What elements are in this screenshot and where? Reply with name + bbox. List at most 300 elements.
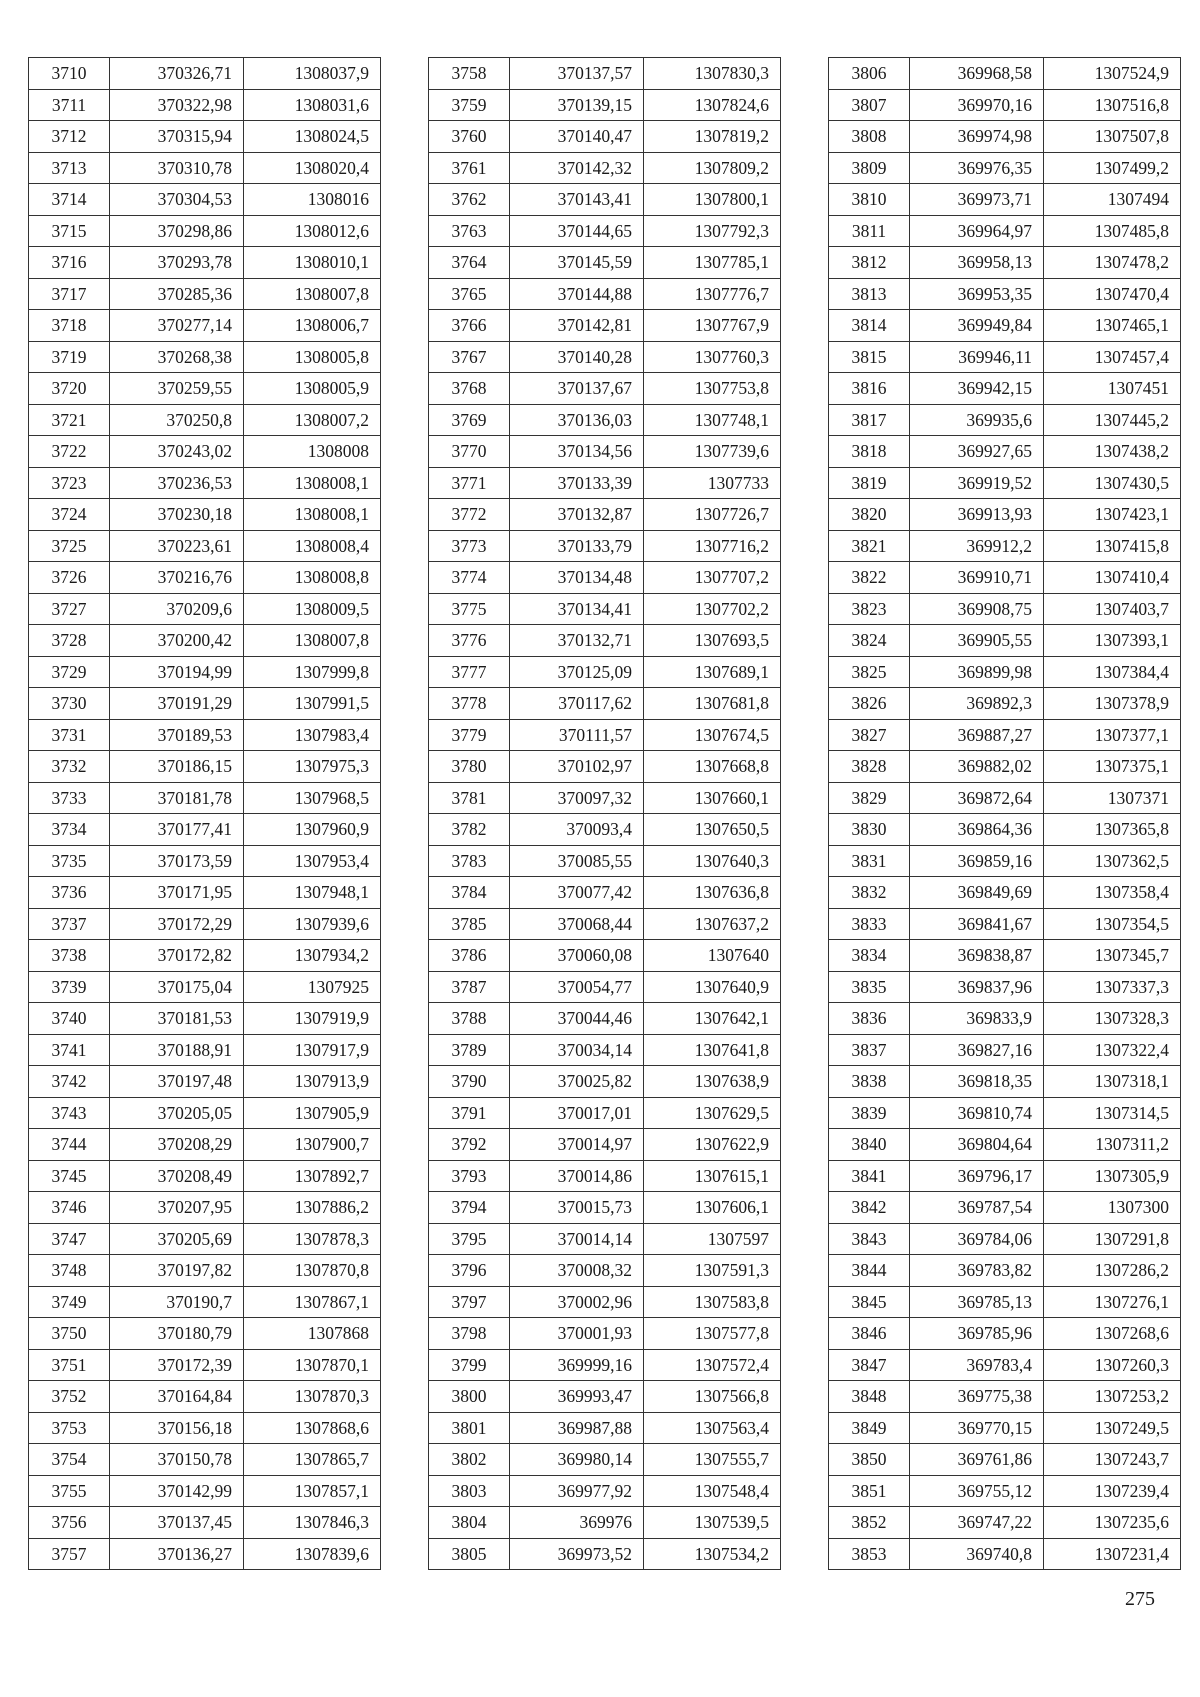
point-number: 3773 [429,530,510,562]
x-coordinate: 370132,71 [510,625,644,657]
y-coordinate: 1307438,2 [1044,436,1181,468]
x-coordinate: 370322,98 [110,89,244,121]
point-number: 3715 [29,215,110,247]
x-coordinate: 370177,41 [110,814,244,846]
x-coordinate: 369910,71 [910,562,1044,594]
table-row [829,1349,1181,1381]
table-row [829,656,1181,688]
y-coordinate: 1308005,9 [244,373,381,405]
point-number: 3712 [29,121,110,153]
y-coordinate: 1307311,2 [1044,1129,1181,1161]
x-coordinate: 370143,41 [510,184,644,216]
x-coordinate: 369755,12 [910,1475,1044,1507]
point-number: 3805 [429,1538,510,1570]
table-row [829,1034,1181,1066]
x-coordinate: 369787,54 [910,1192,1044,1224]
x-coordinate: 370191,29 [110,688,244,720]
table-row [429,1034,781,1066]
table-row [29,908,381,940]
x-coordinate: 369864,36 [910,814,1044,846]
y-coordinate: 1308008,8 [244,562,381,594]
table-row [429,1381,781,1413]
x-coordinate: 369993,47 [510,1381,644,1413]
y-coordinate: 1307337,3 [1044,971,1181,1003]
point-number: 3832 [829,877,910,909]
table-row [29,278,381,310]
point-number: 3833 [829,908,910,940]
point-number: 3749 [29,1286,110,1318]
x-coordinate: 370002,96 [510,1286,644,1318]
x-coordinate: 370236,53 [110,467,244,499]
point-number: 3803 [429,1475,510,1507]
point-number: 3807 [829,89,910,121]
table-row [429,499,781,531]
point-number: 3831 [829,845,910,877]
x-coordinate: 370001,93 [510,1318,644,1350]
point-number: 3796 [429,1255,510,1287]
x-coordinate: 369905,55 [910,625,1044,657]
y-coordinate: 1307640,9 [644,971,781,1003]
y-coordinate: 1307689,1 [644,656,781,688]
point-number: 3740 [29,1003,110,1035]
point-number: 3762 [429,184,510,216]
x-coordinate: 370085,55 [510,845,644,877]
x-coordinate: 369796,17 [910,1160,1044,1192]
y-coordinate: 1307322,4 [1044,1034,1181,1066]
x-coordinate: 369785,96 [910,1318,1044,1350]
x-coordinate: 369953,35 [910,278,1044,310]
point-number: 3808 [829,121,910,153]
point-number: 3810 [829,184,910,216]
x-coordinate: 369838,87 [910,940,1044,972]
table-row [829,121,1181,153]
y-coordinate: 1307276,1 [1044,1286,1181,1318]
point-number: 3799 [429,1349,510,1381]
x-coordinate: 370243,02 [110,436,244,468]
table-row [29,1223,381,1255]
table-row [29,1066,381,1098]
x-coordinate: 370175,04 [110,971,244,1003]
x-coordinate: 370208,29 [110,1129,244,1161]
point-number: 3853 [829,1538,910,1570]
y-coordinate: 1307629,5 [644,1097,781,1129]
point-number: 3739 [29,971,110,1003]
point-number: 3718 [29,310,110,342]
y-coordinate: 1308031,6 [244,89,381,121]
point-number: 3818 [829,436,910,468]
table-row [829,1129,1181,1161]
y-coordinate: 1307286,2 [1044,1255,1181,1287]
table-row [829,1286,1181,1318]
table-row [829,719,1181,751]
y-coordinate: 1308016 [244,184,381,216]
point-number: 3765 [429,278,510,310]
y-coordinate: 1307642,1 [644,1003,781,1035]
point-number: 3785 [429,908,510,940]
x-coordinate: 370142,81 [510,310,644,342]
point-number: 3798 [429,1318,510,1350]
y-coordinate: 1307693,5 [644,625,781,657]
point-number: 3729 [29,656,110,688]
y-coordinate: 1307819,2 [644,121,781,153]
y-coordinate: 1307457,4 [1044,341,1181,373]
y-coordinate: 1307839,6 [244,1538,381,1570]
table-row [429,215,781,247]
y-coordinate: 1308008,1 [244,499,381,531]
table-row [429,1129,781,1161]
point-number: 3777 [429,656,510,688]
table-row [829,341,1181,373]
y-coordinate: 1307824,6 [644,89,781,121]
point-number: 3733 [29,782,110,814]
y-coordinate: 1307354,5 [1044,908,1181,940]
y-coordinate: 1307583,8 [644,1286,781,1318]
x-coordinate: 370315,94 [110,121,244,153]
table-row [429,877,781,909]
x-coordinate: 369987,88 [510,1412,644,1444]
point-number: 3763 [429,215,510,247]
y-coordinate: 1307846,3 [244,1507,381,1539]
x-coordinate: 370132,87 [510,499,644,531]
point-number: 3728 [29,625,110,657]
table-row [429,940,781,972]
x-coordinate: 370230,18 [110,499,244,531]
x-coordinate: 370250,8 [110,404,244,436]
x-coordinate: 369976 [510,1507,644,1539]
y-coordinate: 1307358,4 [1044,877,1181,909]
x-coordinate: 370014,86 [510,1160,644,1192]
point-number: 3811 [829,215,910,247]
point-number: 3779 [429,719,510,751]
x-coordinate: 370208,49 [110,1160,244,1192]
point-number: 3787 [429,971,510,1003]
x-coordinate: 370102,97 [510,751,644,783]
table-row [29,1444,381,1476]
point-number: 3722 [29,436,110,468]
x-coordinate: 369775,38 [910,1381,1044,1413]
x-coordinate: 370293,78 [110,247,244,279]
point-number: 3794 [429,1192,510,1224]
x-coordinate: 369887,27 [910,719,1044,751]
table-row [29,1003,381,1035]
x-coordinate: 370188,91 [110,1034,244,1066]
y-coordinate: 1307638,9 [644,1066,781,1098]
x-coordinate: 370140,47 [510,121,644,153]
table-row [429,1475,781,1507]
point-number: 3784 [429,877,510,909]
table-row [429,688,781,720]
point-number: 3847 [829,1349,910,1381]
table-row [429,562,781,594]
point-number: 3759 [429,89,510,121]
point-number: 3781 [429,782,510,814]
table-row [829,908,1181,940]
table-row [29,499,381,531]
y-coordinate: 1307870,3 [244,1381,381,1413]
y-coordinate: 1307555,7 [644,1444,781,1476]
point-number: 3716 [29,247,110,279]
point-number: 3771 [429,467,510,499]
x-coordinate: 369999,16 [510,1349,644,1381]
point-number: 3814 [829,310,910,342]
point-number: 3819 [829,467,910,499]
table-row [829,625,1181,657]
point-number: 3788 [429,1003,510,1035]
point-number: 3806 [829,58,910,90]
x-coordinate: 370186,15 [110,751,244,783]
y-coordinate: 1307960,9 [244,814,381,846]
x-coordinate: 369849,69 [910,877,1044,909]
y-coordinate: 1308006,7 [244,310,381,342]
table-row [829,58,1181,90]
x-coordinate: 370259,55 [110,373,244,405]
point-number: 3802 [429,1444,510,1476]
point-number: 3734 [29,814,110,846]
table-row [429,1349,781,1381]
x-coordinate: 370268,38 [110,341,244,373]
x-coordinate: 370200,42 [110,625,244,657]
x-coordinate: 369810,74 [910,1097,1044,1129]
x-coordinate: 370285,36 [110,278,244,310]
y-coordinate: 1307868 [244,1318,381,1350]
y-coordinate: 1307403,7 [1044,593,1181,625]
table-row [829,152,1181,184]
y-coordinate: 1308008,1 [244,467,381,499]
table-row [29,58,381,90]
table-row [829,1444,1181,1476]
point-number: 3817 [829,404,910,436]
table-row [29,625,381,657]
point-number: 3850 [829,1444,910,1476]
y-coordinate: 1307870,1 [244,1349,381,1381]
table-row [429,656,781,688]
x-coordinate: 369872,64 [910,782,1044,814]
point-number: 3745 [29,1160,110,1192]
point-number: 3742 [29,1066,110,1098]
point-number: 3840 [829,1129,910,1161]
x-coordinate: 369761,86 [910,1444,1044,1476]
table-row [429,1538,781,1570]
point-number: 3719 [29,341,110,373]
point-number: 3754 [29,1444,110,1476]
table-row [29,184,381,216]
point-number: 3750 [29,1318,110,1350]
table-row [829,1192,1181,1224]
y-coordinate: 1307494 [1044,184,1181,216]
table-row [29,1255,381,1287]
point-number: 3746 [29,1192,110,1224]
y-coordinate: 1308008,4 [244,530,381,562]
table-row [429,1160,781,1192]
point-number: 3767 [429,341,510,373]
table-row [829,1097,1181,1129]
table-row [429,1223,781,1255]
point-number: 3726 [29,562,110,594]
point-number: 3756 [29,1507,110,1539]
table-row [29,89,381,121]
table-row [829,436,1181,468]
point-number: 3743 [29,1097,110,1129]
table-row [829,1507,1181,1539]
table-row [29,215,381,247]
table-row [429,1003,781,1035]
table-row [29,121,381,153]
x-coordinate: 370093,4 [510,814,644,846]
table-row [429,1066,781,1098]
point-number: 3797 [429,1286,510,1318]
table-row [829,278,1181,310]
table-row [429,436,781,468]
point-number: 3714 [29,184,110,216]
y-coordinate: 1308007,2 [244,404,381,436]
point-number: 3790 [429,1066,510,1098]
y-coordinate: 1308037,9 [244,58,381,90]
y-coordinate: 1307948,1 [244,877,381,909]
point-number: 3732 [29,751,110,783]
x-coordinate: 369976,35 [910,152,1044,184]
y-coordinate: 1307809,2 [644,152,781,184]
table-row [29,310,381,342]
y-coordinate: 1308020,4 [244,152,381,184]
table-row [29,152,381,184]
table-row [829,1160,1181,1192]
table-row [829,247,1181,279]
table-row [829,1538,1181,1570]
table-row [429,971,781,1003]
table-row [429,1444,781,1476]
x-coordinate: 370077,42 [510,877,644,909]
x-coordinate: 369770,15 [910,1412,1044,1444]
table-row [829,845,1181,877]
table-row [29,751,381,783]
y-coordinate: 1307470,4 [1044,278,1181,310]
x-coordinate: 370034,14 [510,1034,644,1066]
x-coordinate: 369833,9 [910,1003,1044,1035]
y-coordinate: 1307362,5 [1044,845,1181,877]
y-coordinate: 1307668,8 [644,751,781,783]
y-coordinate: 1307640,3 [644,845,781,877]
x-coordinate: 370134,56 [510,436,644,468]
point-number: 3725 [29,530,110,562]
point-number: 3723 [29,467,110,499]
y-coordinate: 1307622,9 [644,1129,781,1161]
point-number: 3752 [29,1381,110,1413]
table-row [29,688,381,720]
point-number: 3839 [829,1097,910,1129]
y-coordinate: 1307886,2 [244,1192,381,1224]
point-number: 3841 [829,1160,910,1192]
table-row [429,404,781,436]
x-coordinate: 369859,16 [910,845,1044,877]
table-row [429,814,781,846]
table-row [429,1507,781,1539]
table-row [29,1034,381,1066]
point-number: 3730 [29,688,110,720]
y-coordinate: 1307716,2 [644,530,781,562]
y-coordinate: 1307375,1 [1044,751,1181,783]
y-coordinate: 1307674,5 [644,719,781,751]
x-coordinate: 370142,99 [110,1475,244,1507]
point-number: 3737 [29,908,110,940]
table-row [829,1066,1181,1098]
y-coordinate: 1307445,2 [1044,404,1181,436]
table-row [29,845,381,877]
table-row [29,1129,381,1161]
y-coordinate: 1307615,1 [644,1160,781,1192]
point-number: 3837 [829,1034,910,1066]
y-coordinate: 1307953,4 [244,845,381,877]
y-coordinate: 1307465,1 [1044,310,1181,342]
table-row [829,562,1181,594]
x-coordinate: 370172,82 [110,940,244,972]
table-row [29,814,381,846]
y-coordinate: 1307451 [1044,373,1181,405]
y-coordinate: 1307900,7 [244,1129,381,1161]
table-row [429,845,781,877]
x-coordinate: 370068,44 [510,908,644,940]
table-row [829,593,1181,625]
y-coordinate: 1307776,7 [644,278,781,310]
x-coordinate: 370111,57 [510,719,644,751]
table-row [429,782,781,814]
table-row [829,1255,1181,1287]
point-number: 3770 [429,436,510,468]
table-row [29,530,381,562]
y-coordinate: 1307934,2 [244,940,381,972]
y-coordinate: 1307707,2 [644,562,781,594]
x-coordinate: 369827,16 [910,1034,1044,1066]
y-coordinate: 1307591,3 [644,1255,781,1287]
x-coordinate: 369912,2 [910,530,1044,562]
y-coordinate: 1307305,9 [1044,1160,1181,1192]
x-coordinate: 370172,39 [110,1349,244,1381]
x-coordinate: 370014,97 [510,1129,644,1161]
point-number: 3815 [829,341,910,373]
x-coordinate: 370197,48 [110,1066,244,1098]
y-coordinate: 1307485,8 [1044,215,1181,247]
y-coordinate: 1307878,3 [244,1223,381,1255]
x-coordinate: 370189,53 [110,719,244,751]
y-coordinate: 1308024,5 [244,121,381,153]
y-coordinate: 1307566,8 [644,1381,781,1413]
point-number: 3804 [429,1507,510,1539]
x-coordinate: 369935,6 [910,404,1044,436]
point-number: 3800 [429,1381,510,1413]
x-coordinate: 370180,79 [110,1318,244,1350]
table-row [429,310,781,342]
y-coordinate: 1307868,6 [244,1412,381,1444]
y-coordinate: 1307702,2 [644,593,781,625]
table-row [429,152,781,184]
y-coordinate: 1307371 [1044,782,1181,814]
point-number: 3710 [29,58,110,90]
table-row [829,1318,1181,1350]
table-row [829,89,1181,121]
x-coordinate: 369942,15 [910,373,1044,405]
x-coordinate: 369973,52 [510,1538,644,1570]
point-number: 3753 [29,1412,110,1444]
point-number: 3776 [429,625,510,657]
y-coordinate: 1307249,5 [1044,1412,1181,1444]
point-number: 3792 [429,1129,510,1161]
point-number: 3795 [429,1223,510,1255]
point-number: 3829 [829,782,910,814]
x-coordinate: 370145,59 [510,247,644,279]
y-coordinate: 1307378,9 [1044,688,1181,720]
y-coordinate: 1307767,9 [644,310,781,342]
point-number: 3838 [829,1066,910,1098]
table-row [829,1223,1181,1255]
